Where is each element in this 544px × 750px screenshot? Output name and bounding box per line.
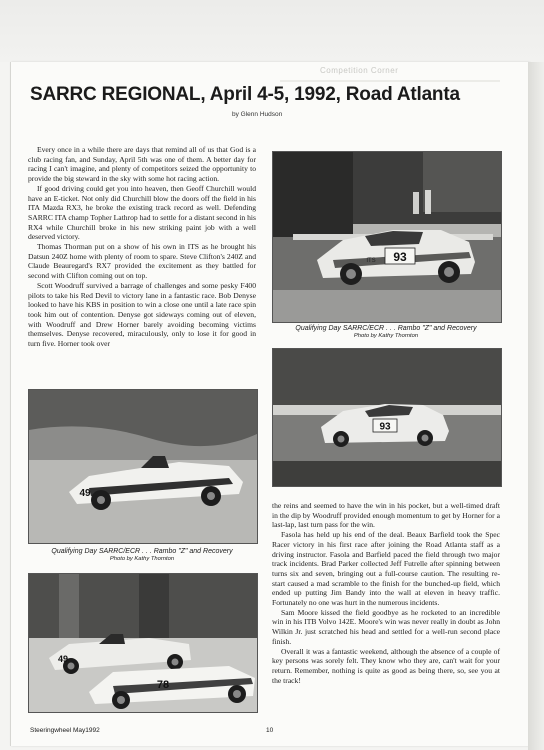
bleed-through-line: [280, 80, 500, 82]
car-number-49: 49: [57, 654, 69, 664]
caption-right: [272, 325, 500, 339]
right-text-column: [272, 501, 500, 685]
class-mark-its: ITS: [366, 258, 376, 264]
car-number-93: 93: [393, 250, 407, 264]
caption-left: [28, 548, 256, 562]
paragraph: If good driving could get you into heaven, then Geoff Churchill would have an E-ticket. Not only did Churchill blow the doors off the field in his ITA Mazda RX3, he broke the existing track record as well. Defending SARRC ITA champ Topher Lathrop had to settle for a distant second in his RX4 while Churchill broke in his new striking paint job with a well deserved victory.: [28, 183, 256, 242]
car-number-78: 78: [156, 679, 170, 691]
footer-publication: Steeringwheel May1992: [30, 727, 100, 734]
paragraph: Scott Woodruff survived a barrage of challenges and some pesky F400 pilots to take his Red Devil to victory lane in a fantastic race. Bob Denyse looked to have his KBS in position to win a close one until a late race spin took him out of contention. Denyse got sideways coming out of eleven, with Woodruff and Drew Horner barely avoiding becoming victims themselves. Denyse recovered, miraculously, only to lose it for good in turn five. Horner took over: [28, 280, 256, 349]
article-title: SARRC REGIONAL, April 4-5, 1992, Road Atlanta: [30, 84, 460, 105]
photo-datsun-93-corner-image: [273, 152, 501, 322]
photo-race-cars-49-78: [28, 573, 258, 713]
caption-left-text: Qualifying Day SARRC/ECR . . . Rambo "Z" and Recovery: [51, 548, 233, 555]
photo-sports-racer-49-image: [29, 390, 257, 543]
article-byline: by Glenn Hudson: [232, 111, 283, 118]
paragraph: Thomas Thorman put on a show of his own in ITS as he brought his Datsun 240Z home with plenty of room to spare. Steve Clifton's 240Z and Claude Beauregard's RX7 provided the excitement as they battled for second with Clifton coming out on top.: [28, 242, 256, 281]
photo-datsun-93-corner: [272, 151, 502, 323]
caption-right-credit: Photo by Kathy Thornton: [353, 333, 419, 339]
bleed-through-header: Competition Corner: [320, 66, 399, 75]
scan-background-top: [0, 0, 544, 62]
photo-datsun-93-straight: [272, 348, 502, 487]
caption-right-text: Qualifying Day SARRC/ECR . . . Rambo "Z" and Recovery: [295, 325, 477, 332]
footer-page-number: 10: [266, 727, 274, 734]
left-text-column: [28, 145, 256, 349]
caption-left-credit: Photo by Kathy Thornton: [109, 556, 175, 562]
car-number-93: 93: [379, 421, 391, 433]
paragraph: Sam Moore kissed the field goodbye as he rocketed to an incredible win in his ITB Volvo 142E. Moore's win was never really in doubt as John Wilkin Jr. just scratched his head and settled for a well-run second place finish.: [272, 607, 500, 646]
paragraph: Overall it was a fantastic weekend, although the absence of a couple of key persons was sorely felt. They know who they are, can't wait for your return. Remember, nothing is quite as good as being there, so, see you at the track!: [272, 646, 500, 685]
photo-sports-racer-49: [28, 389, 258, 544]
paragraph: the reins and seemed to have the win in his pocket, but a well-timed draft in the dip by Woodruff provided enough momentum to get by Horner for a last-lap, last turn pass for the win.: [272, 501, 500, 530]
photo-datsun-93-straight-image: [273, 349, 501, 486]
photo-race-cars-49-78-image: [29, 574, 257, 712]
paragraph: Every once in a while there are days that remind all of us that God is a club racing fan, and Sunday, April 5th was one of them. A better day for racing I can't imagine, and plenty of competitors seized the opportunity to provide the big steward in the sky with some hot racing action.: [28, 145, 256, 184]
paragraph: Fasola has held up his end of the deal. Beaux Barfield took the Spec Racer victory in his first race after joining the Road Atlanta staff as a driving instructor. Fasola and Barfield paced the field through two major track incidents. Brad Parker collected Jeff Futrelle after spinning between turns six and seven, bringing out a full-course caution. The resulting re-start caused a mad scramble to the finish for the bunched-up field, which ended up putting Jim Bandy into the wall at eleven in heavy traffic. Fortunately no one was hurt in the numerous incidents.: [272, 530, 500, 608]
car-number-49: 49: [79, 488, 91, 499]
page-edge-shadow: [528, 62, 544, 750]
